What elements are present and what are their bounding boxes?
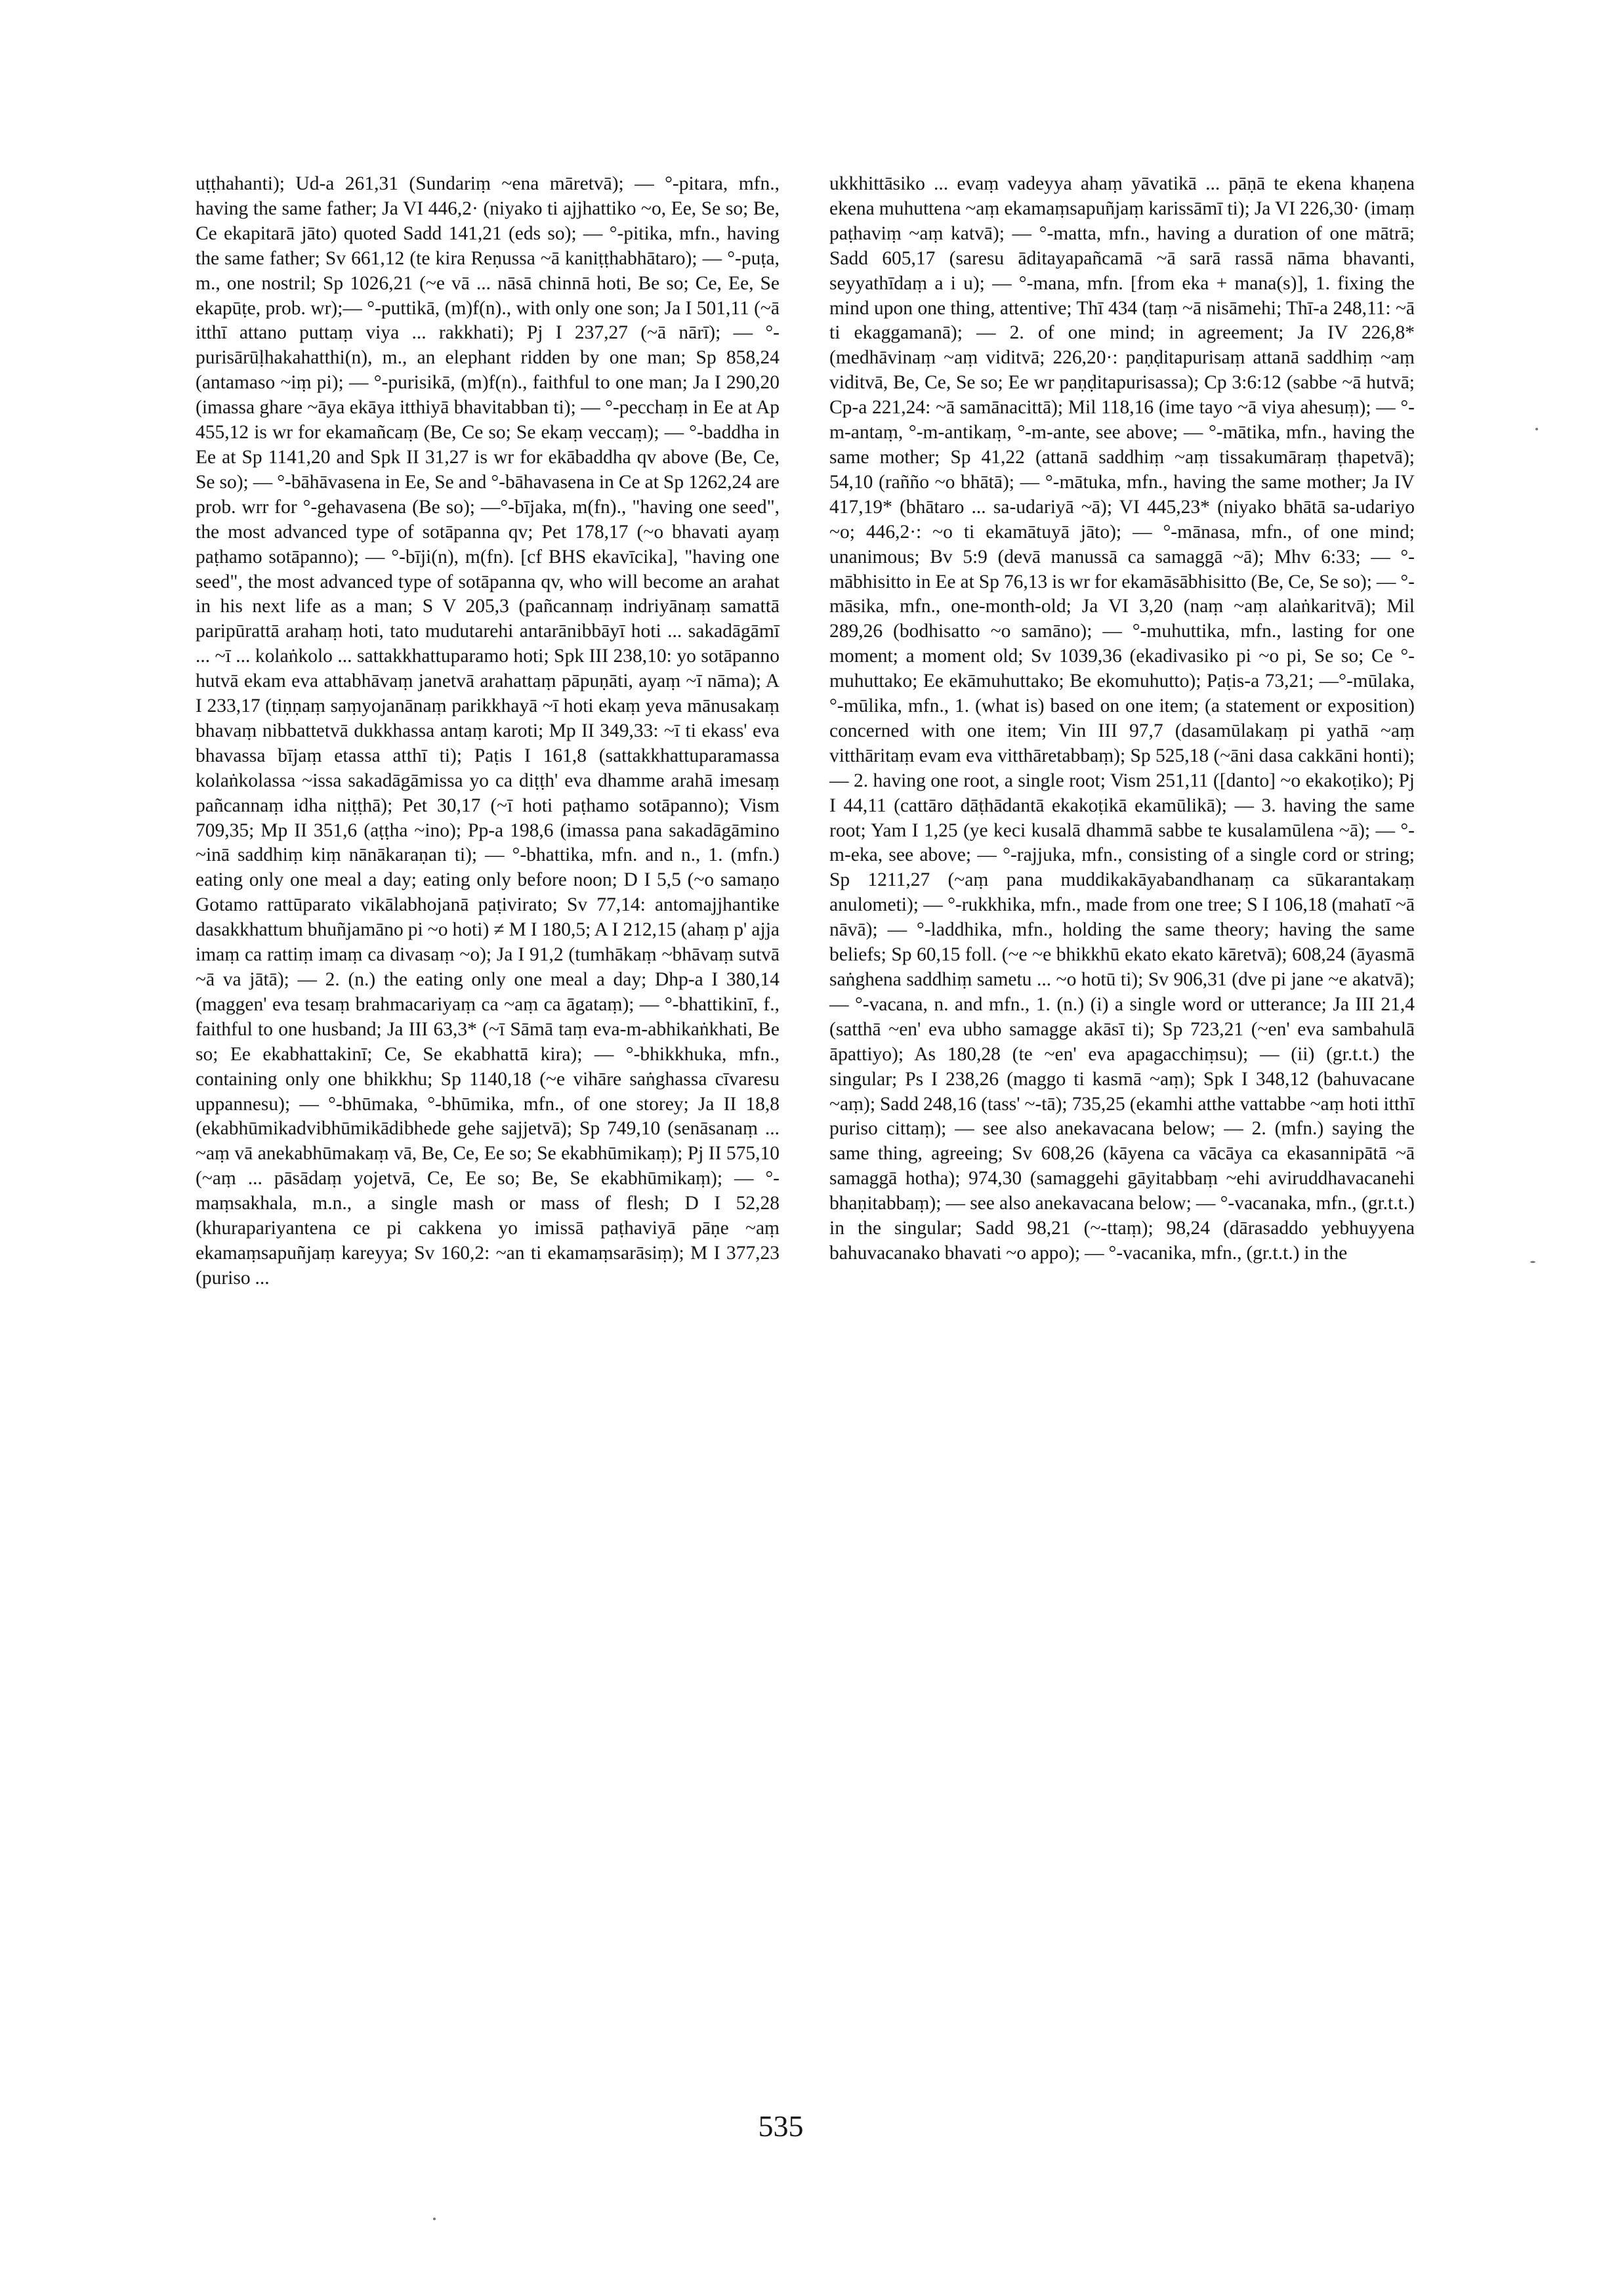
page-number: 535: [758, 2109, 804, 2143]
left-column: [196, 172, 780, 1291]
scan-speck: [433, 2218, 436, 2220]
left-column-text: uṭṭhahanti); Ud-a 261,31 (Sundariṃ ~ena māretvā); — °-pitara, mfn., having the same father; Ja VI 446,2· (niyako ti ajjhattiko ~o, Ee, Se so; Be, Ce ekapitarā jāto) quoted Sadd 141,21 (eds so); — °-pitika, mfn., having the same father; Sv 661,12 (te kira Reṇussa ~ā kaniṭṭhabhātaro); — °-puṭa, m., one nostril; Sp 1026,21 (~e vā ... nāsā chinnā hoti, Be so; Ce, Ee, Se ekapūṭe, prob. wr);— °-puttikā, (m)f(n)., with only one son; Ja I 501,11 (~ā itthī attano puttaṃ viya ... rakkhati); Pj I 237,27 (~ā nārī); — °-purisārūḷhakahatthi(n), m., an elephant ridden by one man; Sp 858,24 (antamaso ~iṃ pi); — °-purisikā, (m)f(n)., faithful to one man; Ja I 290,20 (imassa ghare ~āya ekāya itthiyā bhavitabban ti); — °-pecchaṃ in Ee at Ap 455,12 is wr for ekamañcaṃ (Be, Ce so; Se ekaṃ veccaṃ); — °-baddha in Ee at Sp 1141,20 and Spk II 31,27 is wr for ekābaddha qv above (Be, Ce, Se so); — °-bāhāvasena in Ee, Se and °-bāhavasena in Ce at Sp 1262,24 are prob. wrr for °-gehavasena (Be so); —°-bījaka, m(fn)., "having one seed", the most advanced type of sotāpanna qv; Pet 178,17 (~o bhavati ayaṃ paṭhamo sotāpanno); — °-bīji(n), m(fn). [cf BHS ekavīcika], "having one seed", the most advanced type of sotāpanna qv, who will become an arahat in his next life as a man; S V 205,3 (pañcannaṃ indriyānaṃ samattā paripūrattā arahaṃ hoti, tato mudutarehi antarānibbāyī hoti ... sakadāgāmī ... ~ī ... kolaṅkolo ... sattakkhattuparamo hoti; Spk III 238,10: yo sotāpanno hutvā ekam eva attabhāvaṃ janetvā arahattaṃ pāpuṇāti, ayaṃ ~ī nāma); A I 233,17 (tiṇṇaṃ saṃyojanānaṃ parikkhayā ~ī hoti ekaṃ yeva mānusakaṃ bhavaṃ nibbattetvā dukkhassa antaṃ karoti; Mp II 349,33: ~ī ti ekass' eva bhavassa bījaṃ etassa atthī ti); Paṭis I 161,8 (sattakkhattuparamassa kolaṅkolassa ~issa sakadāgāmissa yo ca diṭṭh' eva dhamme arahā imesaṃ pañcannaṃ idha niṭṭhā); Pet 30,17 (~ī hoti paṭhamo sotāpanno); Vism 709,35; Mp II 351,6 (aṭṭha ~ino); Pp-a 198,6 (imassa pana sakadāgāmino ~inā saddhiṃ kiṃ nānākaraṇan ti); — °-bhattika, mfn. and n., 1. (mfn.) eating only one meal a day; eating only before noon; D I 5,5 (~o samaṇo Gotamo rattūparato vikālabhojanā paṭivirato; Sv 77,14: antomajjhantike dasakkhattum bhuñjamāno pi ~o hoti) ≠ M I 180,5; A I 212,15 (ahaṃ p' ajja imaṃ ca rattiṃ imaṃ ca divasaṃ ~o); Ja I 91,2 (tumhākaṃ ~bhāvaṃ sutvā ~ā va jātā); — 2. (n.) the eating only one meal a day; Dhp-a I 380,14 (maggen' eva tesaṃ brahmacariyaṃ ca ~aṃ ca āgataṃ); — °-bhattikinī, f., faithful to one husband; Ja III 63,3* (~ī Sāmā taṃ eva-m-abhikaṅkhati, Be so; Ee ekabhattakinī; Ce, Se ekabhattā kira); — °-bhikkhuka, mfn., containing only one bhikkhu; Sp 1140,18 (~e vihāre saṅghassa cīvaresu uppannesu); — °-bhūmaka, °-bhūmika, mfn., of one storey; Ja II 18,8 (ekabhūmikadvibhūmikādibhede gehe sajjetvā); Sp 749,10 (senāsanaṃ ... ~aṃ vā anekabhūmakaṃ vā, Be, Ce, Ee so; Se ekabhūmikaṃ); Pj II 575,10 (~aṃ ... pāsādaṃ yojetvā, Ce, Ee so; Be, Se ekabhūmikaṃ); — °-maṃsakhala, m.n., a single mash or mass of flesh; D I 52,28 (khurapariyantena ce pi cakkena yo imissā paṭhaviyā pāṇe ~aṃ ekamaṃsapuñjaṃ kareyya; Sv 160,2: ~an ti ekamaṃsarāsiṃ); M I 377,23 (puriso ...: [196, 173, 780, 1289]
scan-speck: [1535, 428, 1538, 430]
scan-speck: [1530, 1261, 1535, 1263]
right-column-text: ukkhittāsiko ... evaṃ vadeyya ahaṃ yāvatikā ... pāṇā te ekena khaṇena ekena muhuttena ~aṃ ekamaṃsapuñjaṃ karissāmī ti); Ja VI 226,30· (imaṃ paṭhaviṃ ~aṃ katvā); — °-matta, mfn., having a duration of one mātrā; Sadd 605,17 (saresu āditayapañcamā ~ā sarā rassā nāma bhavanti, seyyathīdaṃ a i u); — °-mana, mfn. [from eka + mana(s)], 1. fixing the mind upon one thing, attentive; Thī 434 (taṃ ~ā nisāmehi; Thī-a 248,11: ~ā ti ekaggamanā); — 2. of one mind; in agreement; Ja IV 226,8* (medhāvinaṃ ~aṃ viditvā; 226,20·: paṇḍitapurisaṃ attanā saddhiṃ ~aṃ viditvā, Be, Ce, Se so; Ee wr paṇḍitapurisassa); Cp 3:6:12 (sabbe ~ā hutvā; Cp-a 221,24: ~ā samānacittā); Mil 118,16 (ime tayo ~ā viya ahesuṃ); — °-m-antaṃ, °-m-antikaṃ, °-m-ante, see above; — °-mātika, mfn., having the same mother; Sp 41,22 (attanā saddhiṃ ~aṃ tissakumāraṃ ṭhapetvā); 54,10 (rañño ~o bhātā); — °-mātuka, mfn., having the same mother; Ja IV 417,19* (bhātaro ... sa-udariyā ~ā); VI 445,23* (niyako bhātā sa-udariyo ~o; 446,2·: ~o ti ekamātuyā jāto); — °-mānasa, mfn., of one mind; unanimous; Bv 5:9 (devā manussā ca samaggā ~ā); Mhv 6:33; — °-mābhisitto in Ee at Sp 76,13 is wr for ekamāsābhisitto (Be, Ce, Se so); — °-māsika, mfn., one-month-old; Ja VI 3,20 (naṃ ~aṃ alaṅkaritvā); Mil 289,26 (bodhisatto ~o samāno); — °-muhuttika, mfn., lasting for one moment; a moment old; Sv 1039,36 (ekadivasiko pi ~o pi, Se so; Ce °-muhuttako; Ee ekāmuhuttako; Be ekomuhutto); Paṭis-a 73,21; —°-mūlaka, °-mūlika, mfn., 1. (what is) based on one item; (a statement or exposition) concerned with one item; Vin III 97,7 (dasamūlakaṃ pi yathā ~aṃ vitthāritaṃ evam eva vitthāretabbaṃ); Sp 525,18 (~āni dasa cakkāni honti); — 2. having one root, a single root; Vism 251,11 ([danto] ~o ekakoṭiko); Pj I 44,11 (cattāro dāṭhādantā ekakoṭikā ekamūlikā); — 3. having the same root; Yam I 1,25 (ye keci kusalā dhammā sabbe te kusalamūlena ~ā); — °-m-eka, see above; — °-rajjuka, mfn., consisting of a single cord or string; Sp 1211,27 (~aṃ pana muddikakāyabandhanaṃ ca sūkarantakaṃ anulometi); — °-rukkhika, mfn., made from one tree; S I 106,18 (mahatī ~ā nāvā); — °-laddhika, mfn., holding the same theory; having the same beliefs; Sp 60,15 foll. (~e ~e bhikkhū ekato ekato kāretvā); 608,24 (āyasmā saṅghena saddhiṃ sametu ... ~o hotū ti); Sv 906,31 (dve pi jane ~e akatvā); — °-vacana, n. and mfn., 1. (n.) (i) a single word or utterance; Ja III 21,4 (satthā ~en' eva ubho samagge akāsī ti); Sp 723,21 (~en' eva sambahulā āpattiyo); As 180,28 (te ~en' eva apagacchiṃsu); — (ii) (gr.t.t.) the singular; Ps I 238,26 (maggo ti kasmā ~aṃ); Spk I 348,12 (bahuvacane ~aṃ); Sadd 248,16 (tass' ~-tā); 735,25 (ekamhi atthe vattabbe ~aṃ hoti itthī puriso cittaṃ); — see also anekavacana below; — 2. (mfn.) saying the same thing, agreeing; Sv 608,26 (kāyena ca vācāya ca ekasannipātā ~ā samaggā hotha); 974,30 (samaggehi gāyitabbaṃ ~ehi aviruddhavacanehi bhaṇitabbaṃ); — see also anekavacana below; — °-vacanaka, mfn., (gr.t.t.) in the singular; Sadd 98,21 (~-ttaṃ); 98,24 (dārasaddo yebhuyyena bahuvacanako bhavati ~o appo); — °-vacanika, mfn., (gr.t.t.) in the: [829, 173, 1415, 1264]
right-column: [829, 172, 1415, 1266]
